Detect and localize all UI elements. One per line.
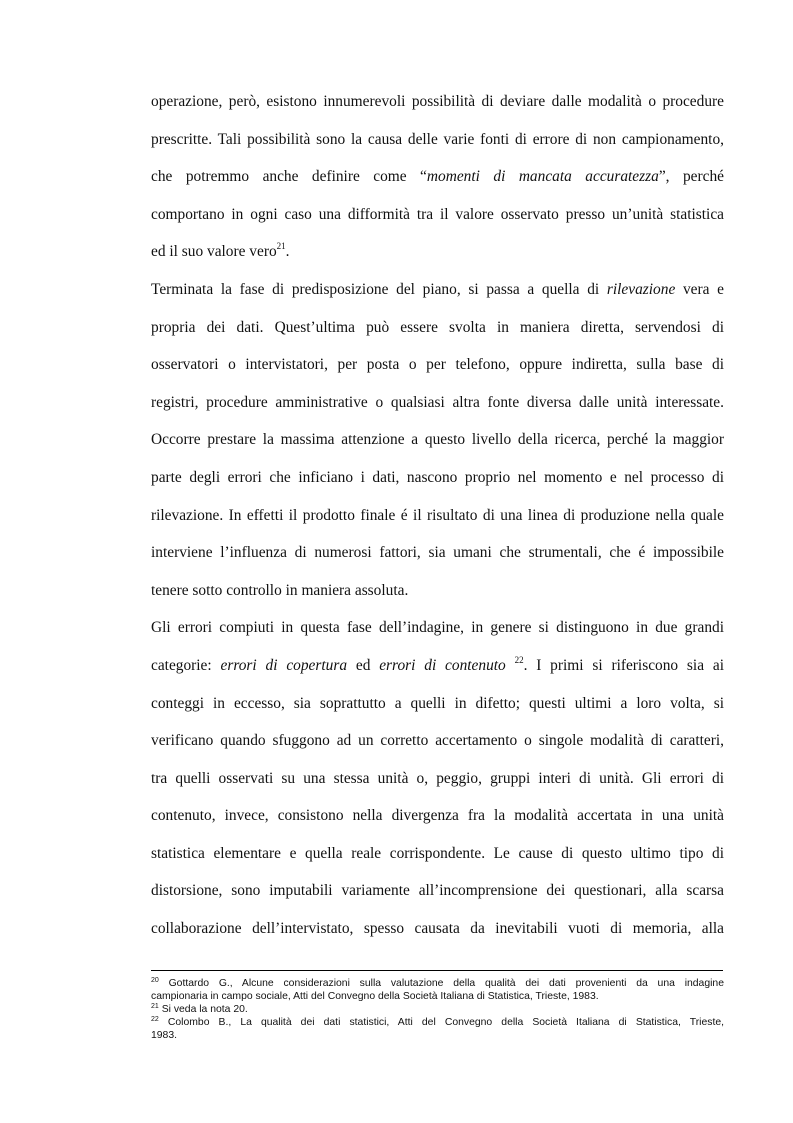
footnote-number: 20 [151,976,159,984]
footnote-line [151,977,724,990]
body-line [151,872,724,910]
body-line [151,835,724,873]
text-run: collaborazione dell’intervistato, spesso causata da inevitabili vuoti di memoria, alla [151,920,724,938]
text-run: verificano quando sfuggono ad un corretto accertamento o singole modalità di caratteri, [151,732,724,750]
text-run: operazione, però, esistono innumerevoli possibilità di deviare dalle modalità o procedure [151,93,724,110]
text-run: distorsione, sono imputabili variamente all’incomprensione dei questionari, alla scarsa [151,882,724,900]
body-line [151,83,724,121]
text-run: tra quelli osservati su una stessa unità o, peggio, gruppi interi di unità. Gli errori di [151,769,724,787]
footnote-line [151,1029,724,1042]
body-line [151,760,724,798]
text-run: categorie: [151,656,221,674]
text-run: comportano in ogni caso una difformità tra il valore osservato presso un’unità statistica [151,205,724,223]
text-run: . I primi si riferiscono sia ai [523,656,724,674]
text-run: propria dei dati. Quest’ultima può essere svolta in maniera diretta, servendosi di [151,318,724,336]
text-run [506,657,515,674]
body-line [151,609,724,647]
body-line [151,309,724,347]
italic-term: rilevazione [606,280,676,298]
text-run: tenere sotto controllo in maniera assoluta. [151,581,409,599]
body-line [151,647,724,685]
footnotes [151,977,724,1042]
italic-term: momenti di mancata accuratezza [426,168,659,186]
body-line [151,459,724,497]
body-line [151,572,724,610]
text-run: prescritte. Tali possibilità sono la causa delle varie fonti di errore di non campionamento, [151,130,724,148]
body-line [151,384,724,422]
footnote-line [151,1016,724,1029]
footnote-number: 21 [151,1002,159,1010]
text-run: statistica elementare e quella reale corrispondente. Le cause di questo ultimo tipo di [151,844,724,862]
text-run: ed [347,656,380,674]
text-run: Gli errori compiuti in questa fase dell’indagine, in genere si distinguono in due grandi [151,619,724,637]
footnote-text: Colombo B., La qualità dei dati statistici, Atti del Convegno della Società Italiana di Statistica, Trieste, [167,1017,725,1028]
text-run: registri, procedure amministrative o qualsiasi altra fonte diversa dalle unità interessate. [151,393,724,411]
body-line [151,121,724,159]
italic-term: errori di contenuto [379,656,506,674]
text-run: ed il suo valore vero [151,243,277,261]
body-line [151,797,724,835]
text-run: Occorre prestare la massima attenzione a questo livello della ricerca, perché la maggior [151,431,724,449]
footnote-separator [151,970,723,971]
footnote-ref: 21 [276,241,286,252]
body-line [151,497,724,535]
text-run: vera e [675,280,724,298]
footnote-number: 22 [151,1015,159,1023]
body-line [151,910,724,948]
body-line [151,346,724,384]
footnote-line [151,990,724,1003]
footnote-ref: 22 [514,654,524,665]
text-run: rilevazione. In effetti il prodotto finale é il risultato di una linea di produzione nella quale [151,506,724,524]
footnote-text: Si veda la nota 20. [161,1004,248,1015]
text-run: che potremmo anche definire come “ [151,168,427,186]
body-text [151,83,724,948]
body-line [151,158,724,196]
text-run: interviene l’influenza di numerosi fattori, sia umani che strumentali, che é impossibile [151,544,724,562]
text-run: ”, perché [658,168,724,186]
footnote-text: campionaria in campo sociale, Atti del Convegno della Società Italiana di Statistica, Trieste, 1983. [151,991,599,1002]
footnote-line [151,1003,724,1016]
body-line [151,685,724,723]
body-line [151,534,724,572]
italic-term: errori di copertura [220,656,348,674]
text-run: osservatori o intervistatori, per posta o per telefono, oppure indiretta, sulla base di [151,356,724,374]
text-run: conteggi in eccesso, sia soprattutto a quelli in difetto; questi ultimi a loro volta, si [151,694,724,712]
body-line [151,233,724,271]
text-run: parte degli errori che inficiano i dati, nascono proprio nel momento e nel processo di [151,468,724,486]
body-line [151,722,724,760]
footnote-text: 1983. [151,1030,178,1041]
body-line [151,196,724,234]
text-run: contenuto, invece, consistono nella divergenza fra la modalità accertata in una unità [151,807,724,825]
footnote-text: Gottardo G., Alcune considerazioni sulla valutazione della qualità dei dati provenienti da una indagine [168,978,724,989]
text-run: . [285,243,290,261]
text-run: Terminata la fase di predisposizione del piano, si passa a quella di [151,280,607,298]
body-line [151,421,724,459]
body-line [151,271,724,309]
